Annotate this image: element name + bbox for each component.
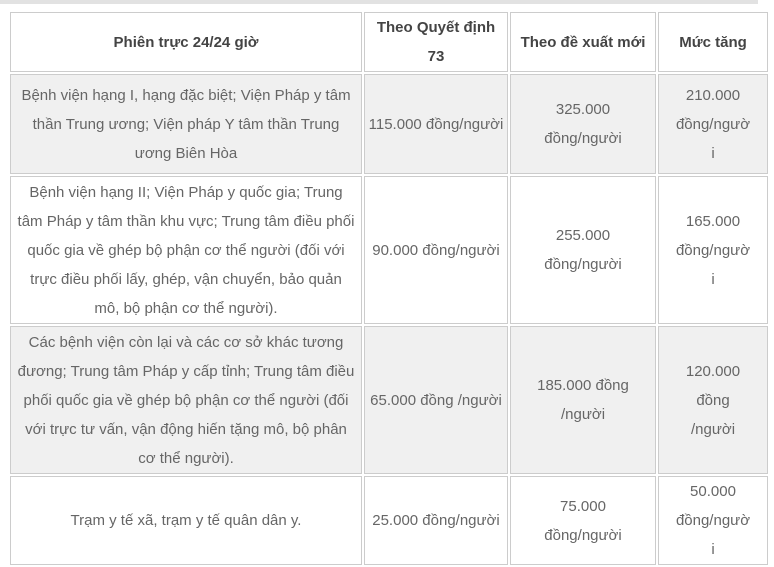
table-header-row [10, 12, 768, 72]
facility-category-cell: Bệnh viện hạng II; Viện Pháp y quốc gia; Trung tâm Pháp y tâm thần khu vực; Trung tâm điều phối quốc gia về ghép bộ phận cơ thể người (đối với trực điều phối lấy, ghép, vận chuyển, bảo quản mô, bộ phận cơ thể người). [10, 176, 362, 324]
fee-proposal-cell: 75.000 đồng/người [510, 476, 656, 565]
column-header-new-proposal: Theo đề xuất mới [510, 12, 656, 72]
duty-shift-fee-table [8, 10, 770, 567]
column-header-shift: Phiên trực 24/24 giờ [10, 12, 362, 72]
fee-proposal-cell: 255.000 đồng/người [510, 176, 656, 324]
fee-proposal-cell: 325.000 đồng/người [510, 74, 656, 174]
column-header-decision-73: Theo Quyết định 73 [364, 12, 508, 72]
facility-category-cell: Bệnh viện hạng I, hạng đặc biệt; Viện Pháp y tâm thần Trung ương; Viện pháp Y tâm thần Trung ương Biên Hòa [10, 74, 362, 174]
top-edge-strip [0, 0, 758, 4]
table-row [10, 176, 768, 324]
fee-decision73-cell: 65.000 đồng /người [364, 326, 508, 474]
table-row [10, 476, 768, 565]
fee-increase-cell: 210.000 đồng/người [658, 74, 768, 174]
fee-increase-cell: 165.000 đồng/người [658, 176, 768, 324]
table-row [10, 326, 768, 474]
facility-category-cell: Các bệnh viện còn lại và các cơ sở khác tương đương; Trung tâm Pháp y cấp tỉnh; Trung tâm điều phối quốc gia về ghép bộ phận cơ thể người (đối với trực tư vấn, vận động hiến tặng mô, bộ phân cơ thể người). [10, 326, 362, 474]
fee-increase-cell: 120.000 đồng /người [658, 326, 768, 474]
fee-increase-cell: 50.000 đồng/người [658, 476, 768, 565]
fee-decision73-cell: 115.000 đồng/người [364, 74, 508, 174]
fee-decision73-cell: 90.000 đồng/người [364, 176, 508, 324]
facility-category-cell: Trạm y tế xã, trạm y tế quân dân y. [10, 476, 362, 565]
fee-decision73-cell: 25.000 đồng/người [364, 476, 508, 565]
fee-table-container [8, 10, 770, 567]
table-row [10, 74, 768, 174]
column-header-increase: Mức tăng [658, 12, 768, 72]
fee-proposal-cell: 185.000 đồng /người [510, 326, 656, 474]
